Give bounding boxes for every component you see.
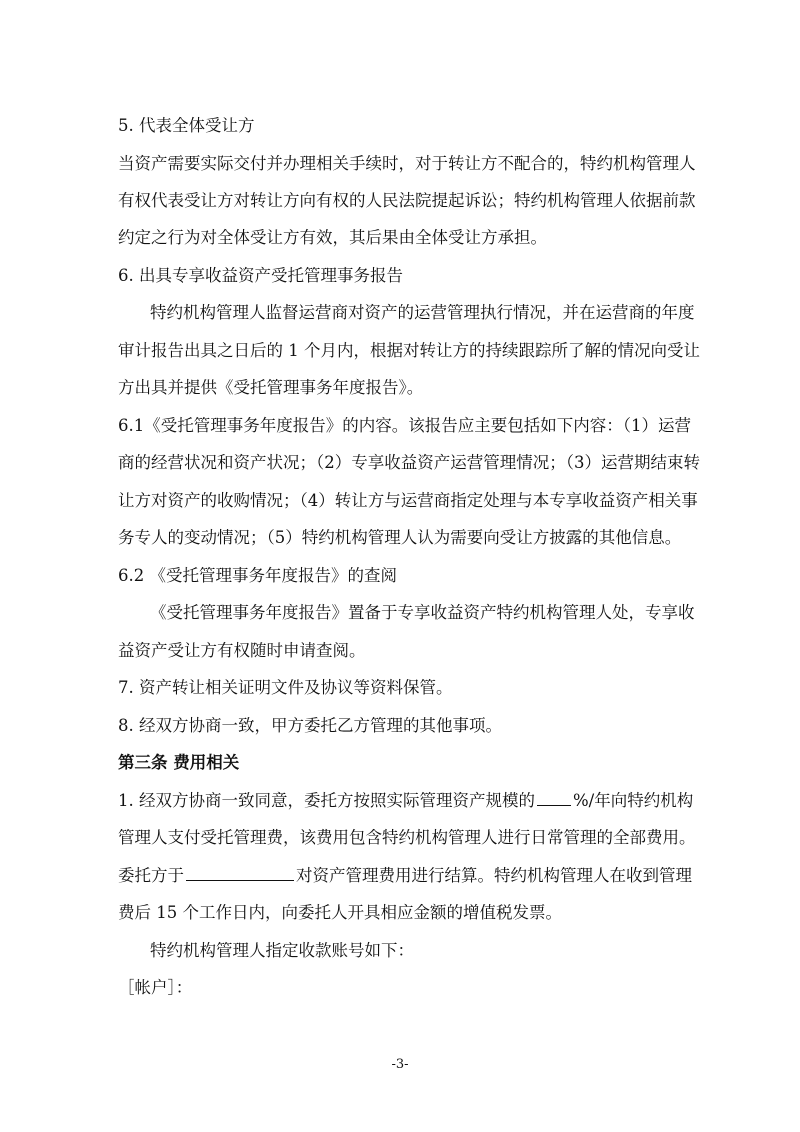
paragraph-line: 让方对资产的收购情况；（4）转让方与运营商指定处理与本专享收益资产相关事 bbox=[118, 491, 698, 510]
paragraph-line: 特约机构管理人监督运营商对资产的运营管理执行情况，并在运营商的年度 bbox=[150, 303, 695, 322]
settlement-date-blank bbox=[186, 879, 294, 881]
paragraph-line: 费后 15 个工作日内，向委托人开具相应金额的增值税发票。 bbox=[118, 903, 562, 922]
paragraph-line: 务专人的变动情况；（5）特约机构管理人认为需要向受让方披露的其他信息。 bbox=[118, 528, 682, 547]
paragraph-line: 有权代表受让方对转让方向有权的人民法院提起诉讼；特约机构管理人依据前款 bbox=[118, 191, 696, 210]
paragraph-line: 商的经营状况和资产状况；（2）专享收益资产运营管理情况；（3）运营期结束转 bbox=[118, 453, 700, 472]
settlement-line bbox=[118, 866, 692, 885]
article-3-heading: 第三条 费用相关 bbox=[118, 753, 240, 772]
fee-clause-text: %/年向特约机构 bbox=[573, 791, 694, 810]
account-label: ［帐户］： bbox=[118, 978, 193, 997]
item-6-1-line: 6.1《受托管理事务年度报告》的内容。该报告应主要包括如下内容：（1）运营 bbox=[118, 416, 691, 435]
paragraph-line: 审计报告出具之日后的 1 个月内，根据对转让方的持续跟踪所了解的情况向受让 bbox=[118, 341, 700, 360]
page-number: -3- bbox=[391, 1057, 409, 1072]
item-6-2-heading: 6.2 《受托管理事务年度报告》的查阅 bbox=[118, 566, 397, 585]
account-intro-line: 特约机构管理人指定收款账号如下： bbox=[150, 941, 414, 960]
item-7-line: 7. 资产转让相关证明文件及协议等资料保管。 bbox=[118, 678, 453, 697]
item-6-heading: 6. 出具专享收益资产受托管理事务报告 bbox=[118, 266, 403, 285]
fee-rate-blank bbox=[537, 804, 571, 806]
paragraph-line: 方出具并提供《受托管理事务年度报告》。 bbox=[118, 378, 424, 397]
paragraph-line: 当资产需要实际交付并办理相关手续时，对于转让方不配合的，特约机构管理人 bbox=[118, 154, 696, 173]
settlement-text: 委托方于 bbox=[118, 866, 184, 885]
settlement-text: 对资产管理费用进行结算。特约机构管理人在收到管理 bbox=[296, 866, 692, 885]
paragraph-line: 管理人支付受托管理费，该费用包含特约机构管理人进行日常管理的全部费用。 bbox=[118, 828, 696, 847]
fee-clause-text: 1. 经双方协商一致同意，委托方按照实际管理资产规模的 bbox=[118, 791, 535, 810]
paragraph-line: 益资产受让方有权随时申请查阅。 bbox=[118, 641, 366, 660]
item-5-heading: 5. 代表全体受让方 bbox=[118, 116, 255, 135]
paragraph-line: 约定之行为对全体受让方有效，其后果由全体受让方承担。 bbox=[118, 228, 547, 247]
fee-clause-line-1 bbox=[118, 791, 694, 810]
item-8-line: 8. 经双方协商一致，甲方委托乙方管理的其他事项。 bbox=[118, 716, 502, 735]
paragraph-line: 《受托管理事务年度报告》置备于专享收益资产特约机构管理人处，专享收 bbox=[150, 603, 695, 622]
